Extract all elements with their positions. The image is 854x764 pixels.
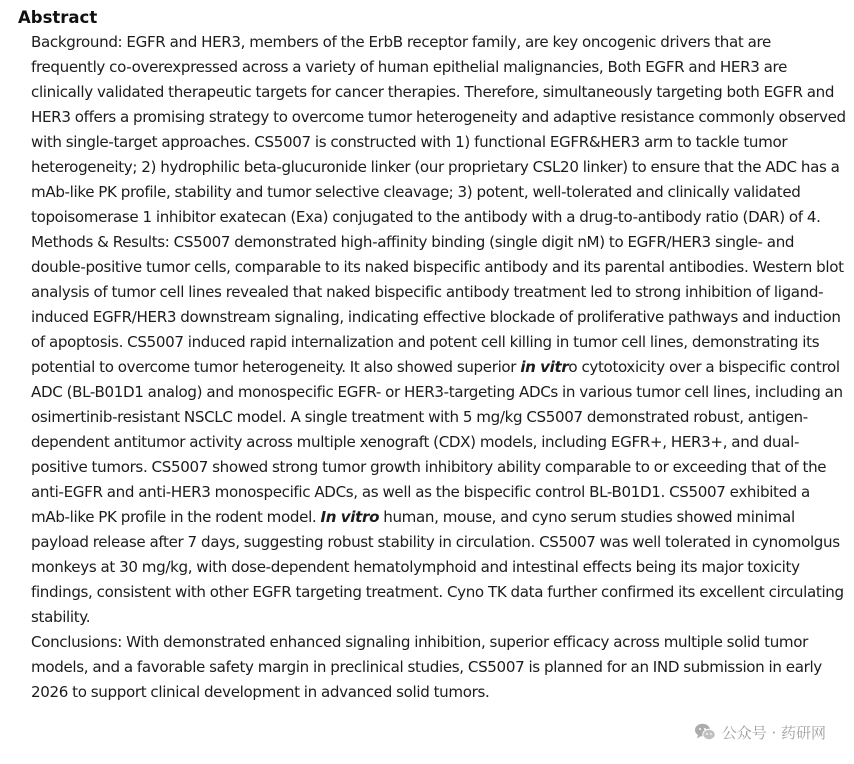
methods-italic-in-vitro-2: In vitro: [320, 508, 380, 526]
wechat-watermark: [692, 720, 828, 744]
abstract-section: [18, 6, 846, 705]
conclusions-paragraph: Conclusions: With demonstrated enhanced signaling inhibition, superior efficacy across multiple solid tumor models, and a favorable safety margin in preclinical studies, CS5007 is planned for an IND submission in early 2026 to support clinical development in advanced solid tumors.: [31, 633, 822, 701]
methods-text-part-2: o cytotoxicity over a bispecific control ADC (BL-B01D1 analog) and monospecific EGFR- or HER3-targeting ADCs in various tumor cell lines, including an osimertinib-resistant NSCLC model. A single treatment with 5 mg/kg CS5007 demonstrated robust, antigen-dependent antitumor activity across multiple xenograft (CDX) models, including EGFR+, HER3+, and dual-positive tumors. CS5007 showed strong tumor growth inhibitory ability comparable to or exceeding that of the anti-EGFR and anti-HER3 monospecific ADCs, as well as the bispecific control BL-B01D1. CS5007 exhibited a mAb-like PK profile in the rodent model.: [31, 358, 843, 526]
methods-text-part-1: Methods & Results: CS5007 demonstrated high-affinity binding (single digit nM) to EGFR/HER3 single- and double-positive tumor cells, comparable to its naked bispecific antibody and its parental antibodies. Western blot analysis of tumor cell lines revealed that naked bispecific antibody treatment led to strong inhibition of ligand-induced EGFR/HER3 downstream signaling, indicating effective blockade of proliferative pathways and induction of apoptosis. CS5007 induced rapid internalization and potent cell killing in tumor cell lines, demonstrating its potential to overcome tumor heterogeneity. It also showed superior: [31, 233, 844, 376]
methods-italic-in-vitro-1: in vitr: [520, 358, 569, 376]
abstract-heading: Abstract: [18, 8, 98, 27]
methods-results-paragraph: [31, 230, 846, 630]
background-paragraph: Background: EGFR and HER3, members of the ErbB receptor family, are key oncogenic drivers that are frequently co-overexpressed across a variety of human epithelial malignancies, Both EGFR and HER3 are clinically validated therapeutic targets for cancer therapies. Therefore, simultaneously targeting both EGFR and HER3 offers a promising strategy to overcome tumor heterogeneity and adaptive resistance commonly observed with single-target approaches. CS5007 is constructed with 1) functional EGFR&HER3 arm to tackle tumor heterogeneity; 2) hydrophilic beta-glucuronide linker (our proprietary CSL20 linker) to ensure that the ADC has a mAb-like PK profile, stability and tumor selective cleavage; 3) potent, well-tolerated and clinically validated topoisomerase 1 inhibitor exatecan (Exa) conjugated to the antibody with a drug-to-antibody ratio (DAR) of 4.: [31, 33, 846, 226]
wechat-icon: [694, 722, 716, 742]
methods-text-part-3: human, mouse, and cyno serum studies showed minimal payload release after 7 days, suggesting robust stability in circulation. CS5007 was well tolerated in cynomolgus monkeys at 30 mg/kg, with dose-dependent hematolymphoid and intestinal effects being its major toxicity findings, consistent with other EGFR targeting treatment. Cyno TK data further confirmed its excellent circulating stability.: [31, 508, 844, 626]
watermark-text: 公众号 · 药研网: [721, 723, 826, 742]
